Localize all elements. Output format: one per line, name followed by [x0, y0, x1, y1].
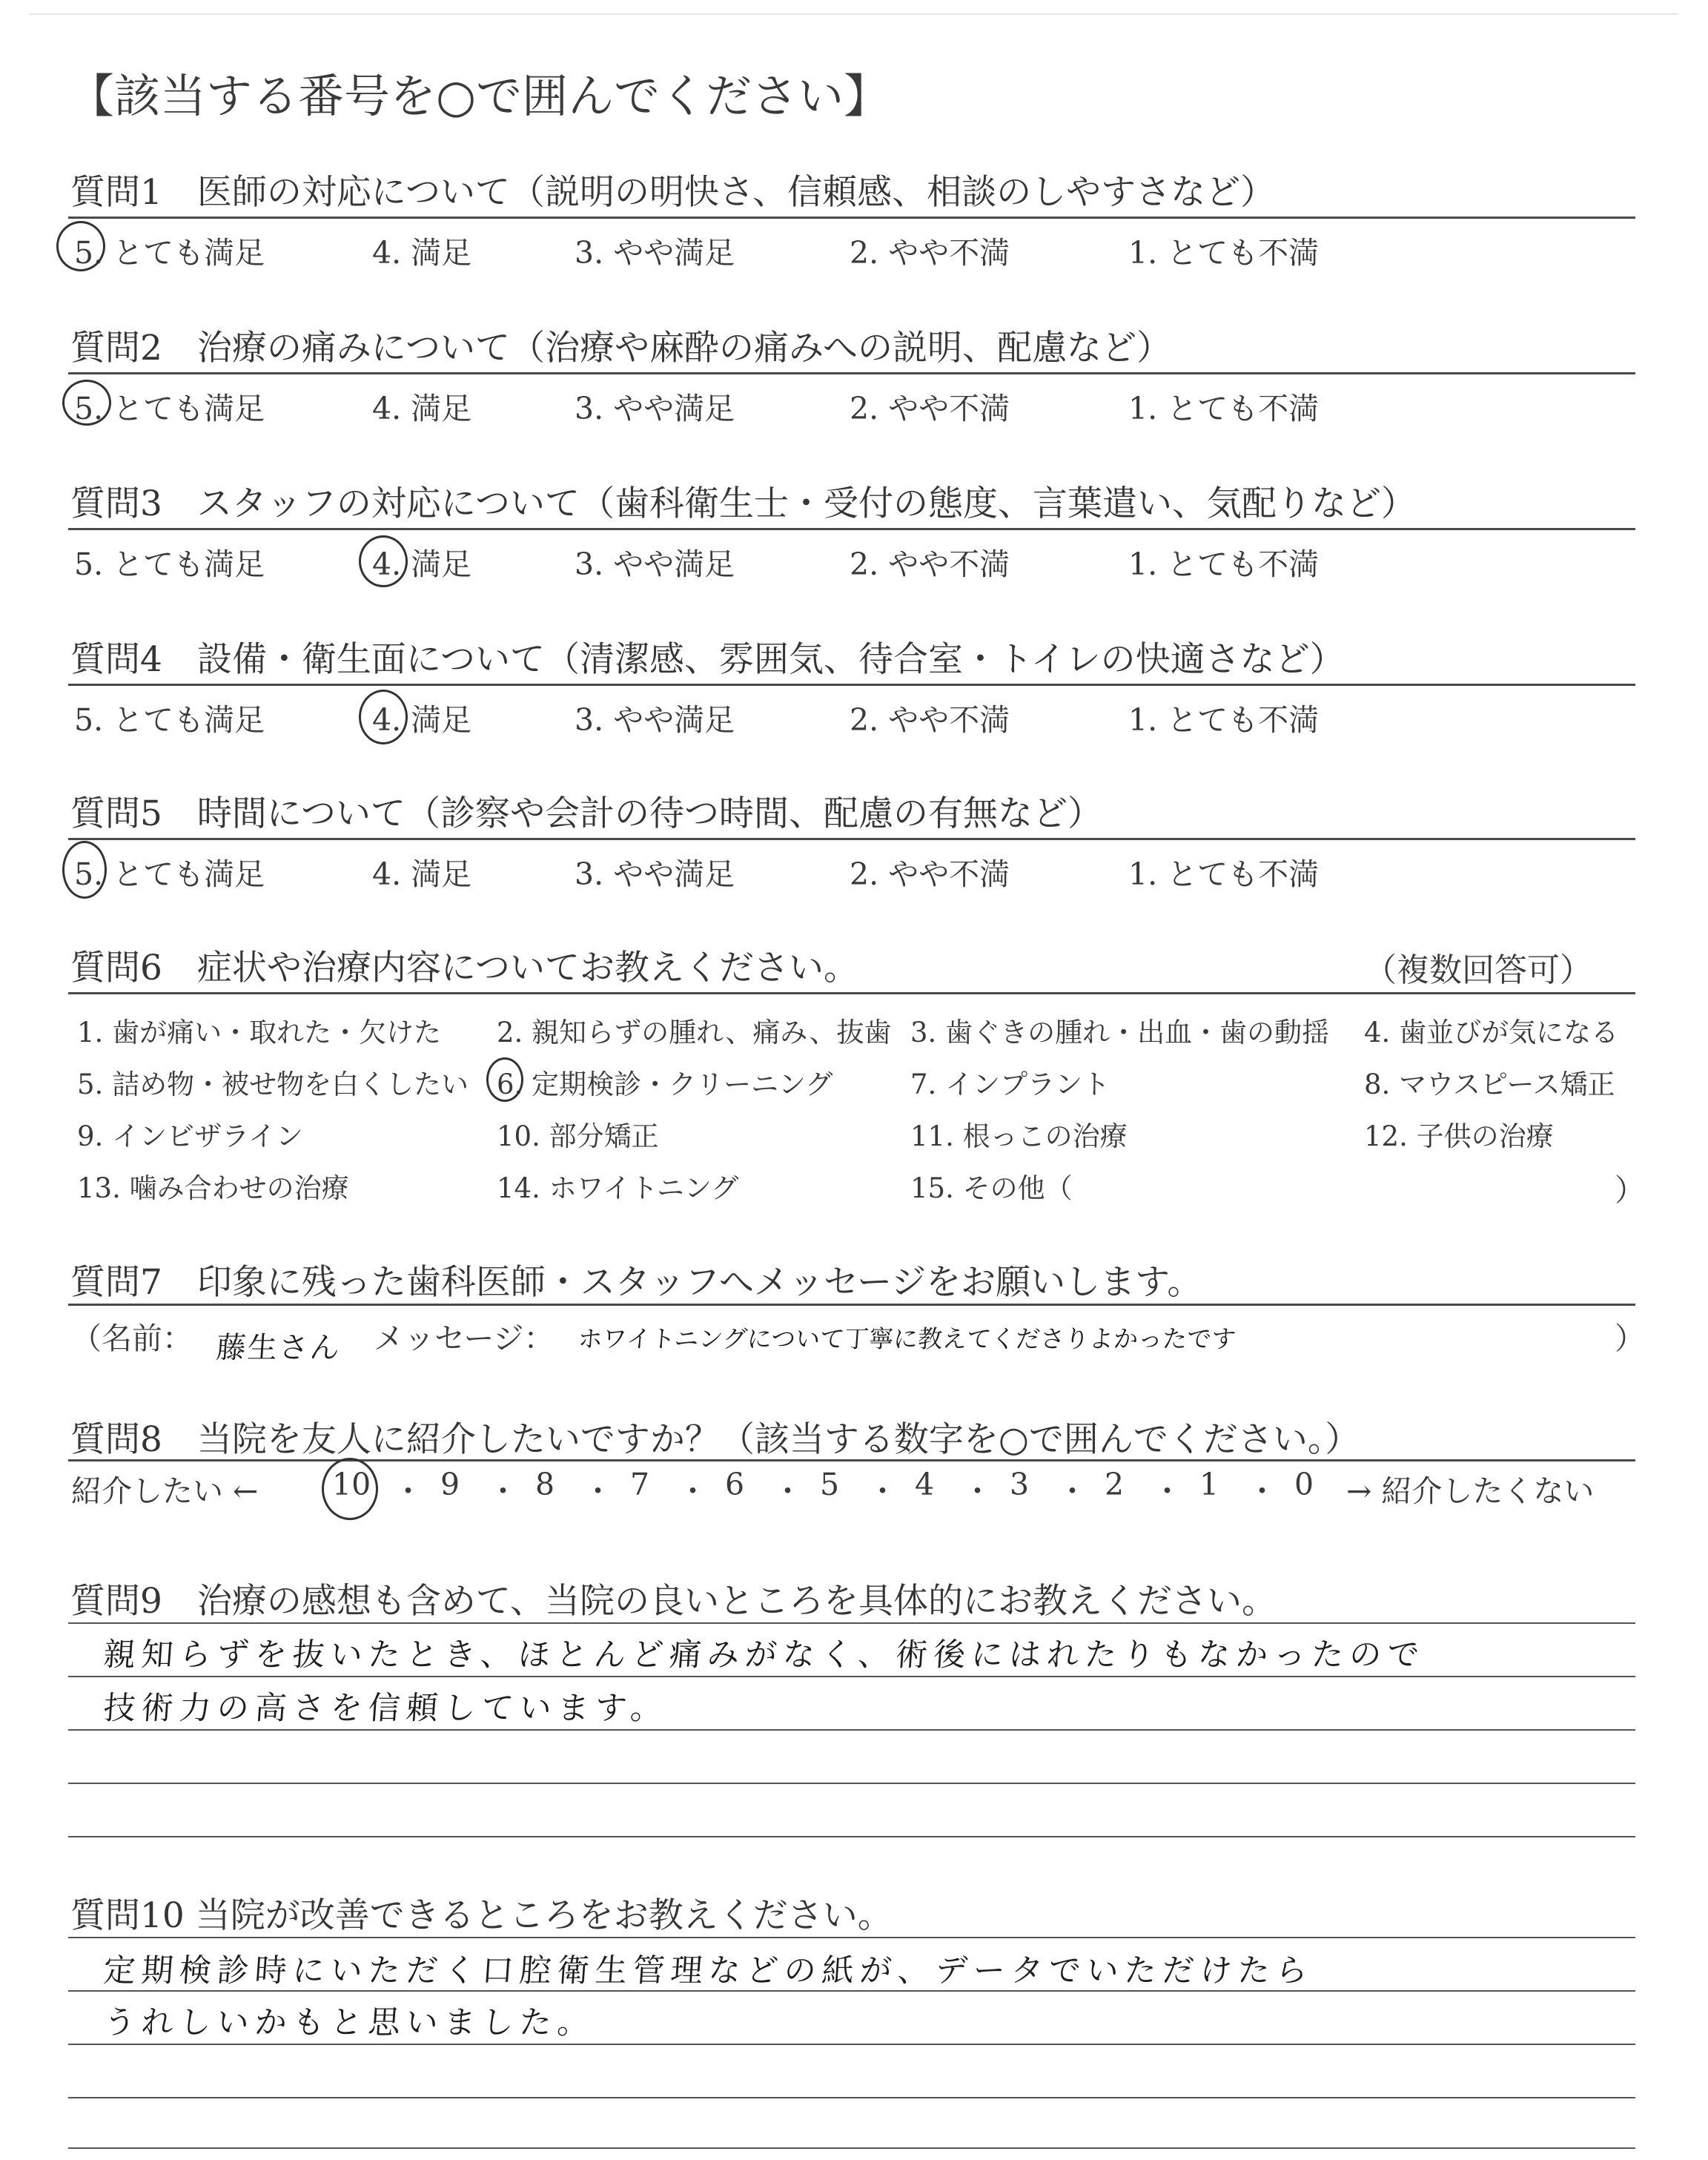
- q9-line-3: [68, 1729, 1635, 1731]
- q3-option-5[interactable]: 5. とても満足: [74, 546, 265, 582]
- top-border: [30, 13, 1678, 15]
- q5-option-2[interactable]: 2. やや不満: [850, 856, 1010, 892]
- q10-line-4: [68, 2097, 1635, 2098]
- question-2-rule: [68, 372, 1635, 374]
- scale-sep: ・: [583, 1473, 613, 1509]
- question-3-title: 質問3 スタッフの対応について（歯科衛生士・受付の態度、言葉遣い、気配りなど）: [70, 483, 1416, 524]
- q10-handwriting-line-2: うれしいかもと思いました。: [102, 2004, 597, 2041]
- question-8-rule: [68, 1459, 1635, 1462]
- q4-option-5[interactable]: 5. とても満足: [74, 702, 265, 738]
- q5-selection-circle: [62, 841, 107, 899]
- question-7-rule: [68, 1304, 1635, 1306]
- q5-option-5[interactable]: 5. とても満足: [74, 856, 265, 892]
- q6-other-close-paren: ）: [1615, 1172, 1645, 1208]
- q2-option-2[interactable]: 2. やや不満: [850, 391, 1010, 426]
- question-10-title: 質問10 当院が改善できるところをお教えください。: [70, 1895, 893, 1936]
- multiple-answer-note: （複数回答可）: [1364, 951, 1592, 989]
- q6-option-9[interactable]: 9. インビザライン: [77, 1120, 303, 1152]
- q6-option-4[interactable]: 4. 歯並びが気になる: [1364, 1017, 1619, 1048]
- question-6-title: 質問6 症状や治療内容についてお教えください。: [70, 948, 858, 988]
- scale-2[interactable]: 2: [1105, 1467, 1125, 1502]
- question-4-rule: [68, 684, 1635, 686]
- question-2-title: 質問2 治療の痛みについて（治療や麻酔の痛みへの説明、配慮など）: [70, 328, 1172, 369]
- scale-sep: ・: [772, 1473, 803, 1509]
- scale-3[interactable]: 3: [1010, 1467, 1030, 1502]
- scale-sep: ・: [678, 1473, 708, 1509]
- scale-10[interactable]: 10: [332, 1467, 371, 1502]
- page-heading: 【該当する番号を○で囲んでください】: [68, 69, 890, 123]
- q10-line-5: [68, 2147, 1635, 2149]
- q2-option-3[interactable]: 3. やや満足: [575, 391, 735, 426]
- q4-option-2[interactable]: 2. やや不満: [850, 702, 1010, 738]
- q2-option-4[interactable]: 4. 満足: [372, 391, 472, 426]
- scale-6[interactable]: 6: [725, 1467, 745, 1502]
- question-4-title: 質問4 設備・衛生面について（清潔感、雰囲気、待合室・トイレの快適さなど）: [70, 639, 1345, 680]
- q6-option-2[interactable]: 2. 親知らずの腫れ、痛み、抜歯: [497, 1017, 892, 1048]
- q2-option-5[interactable]: 5. とても満足: [74, 391, 265, 426]
- message-label: メッセージ：: [374, 1321, 555, 1356]
- q6-option-11[interactable]: 11. 根っこの治療: [910, 1120, 1128, 1152]
- q9-line-4: [68, 1783, 1635, 1784]
- q5-option-3[interactable]: 3. やや満足: [575, 856, 735, 892]
- q1-option-1[interactable]: 1. とても不満: [1128, 235, 1320, 271]
- q3-selection-circle: [359, 535, 408, 587]
- q3-option-1[interactable]: 1. とても不満: [1128, 546, 1320, 582]
- q6-option-5[interactable]: 5. 詰め物・被せ物を白くしたい: [77, 1069, 469, 1100]
- q3-option-3[interactable]: 3. やや満足: [575, 546, 735, 582]
- q10-line-1: [68, 1937, 1635, 1938]
- scale-sep: ・: [867, 1473, 898, 1509]
- q6-option-10[interactable]: 10. 部分矯正: [497, 1120, 659, 1152]
- scale-8[interactable]: 8: [535, 1467, 555, 1502]
- q8-selection-circle: [322, 1458, 378, 1520]
- name-label: （名前：: [71, 1321, 193, 1356]
- q10-handwriting-line-1: 定期検診時にいただく口腔衛生管理などの紙が、データでいただけたら: [102, 1952, 1315, 1989]
- scale-7[interactable]: 7: [630, 1467, 650, 1502]
- question-9-title: 質問9 治療の感想も含めて、当院の良いところを具体的にお教えください。: [70, 1581, 1277, 1622]
- question-7-title: 質問7 印象に残った歯科医師・スタッフへメッセージをお願いします。: [70, 1262, 1202, 1303]
- scale-sep: ・: [962, 1473, 993, 1509]
- name-handwriting: 藤生さん: [215, 1331, 342, 1365]
- scale-sep: ・: [1057, 1473, 1088, 1509]
- scale-sep: ・: [1152, 1473, 1182, 1509]
- question-5-title: 質問5 時間について（診察や会計の待つ時間、配慮の有無など）: [70, 793, 1102, 834]
- q6-option-1[interactable]: 1. 歯が痛い・取れた・欠けた: [77, 1017, 442, 1048]
- q10-line-3: [68, 2044, 1635, 2045]
- q2-selection-circle: [62, 380, 111, 426]
- q5-option-4[interactable]: 4. 満足: [372, 856, 472, 892]
- q6-option-15[interactable]: 15. その他（: [910, 1172, 1073, 1204]
- message-handwriting: ホワイトニングについて丁寧に教えてくださりよかったです: [577, 1324, 1237, 1353]
- q4-option-4[interactable]: 4. 満足: [372, 702, 472, 738]
- q1-option-4[interactable]: 4. 満足: [372, 235, 472, 271]
- q1-option-3[interactable]: 3. やや満足: [575, 235, 735, 271]
- q1-selection-circle: [56, 221, 105, 271]
- q3-option-4[interactable]: 4. 満足: [372, 546, 472, 582]
- q5-option-1[interactable]: 1. とても不満: [1128, 856, 1320, 892]
- scale-5[interactable]: 5: [820, 1467, 840, 1502]
- message-close-paren: ）: [1615, 1321, 1645, 1356]
- q3-option-2[interactable]: 2. やや不満: [850, 546, 1010, 582]
- question-6-rule: [68, 992, 1635, 994]
- question-1-rule: [68, 217, 1635, 219]
- question-8-title: 質問8 当院を友人に紹介したいですか？（該当する数字を○で囲んでください。）: [70, 1419, 1360, 1460]
- q10-line-2: [68, 1990, 1635, 1992]
- q9-handwriting-line-2: 技術力の高さを信頼しています。: [102, 1690, 670, 1727]
- q6-option-14[interactable]: 14. ホワイトニング: [497, 1172, 739, 1204]
- recommend-left-label: 紹介したい ←: [71, 1473, 259, 1509]
- question-3-rule: [68, 528, 1635, 530]
- q6-option-12[interactable]: 12. 子供の治療: [1364, 1120, 1554, 1152]
- q9-line-2: [68, 1676, 1635, 1677]
- q4-option-1[interactable]: 1. とても不満: [1128, 702, 1320, 738]
- q4-option-3[interactable]: 3. やや満足: [575, 702, 735, 738]
- q9-line-5: [68, 1836, 1635, 1837]
- q1-option-5[interactable]: 5. とても満足: [74, 235, 265, 271]
- q6-option-3[interactable]: 3. 歯ぐきの腫れ・出血・歯の動揺: [910, 1017, 1330, 1048]
- question-5-rule: [68, 838, 1635, 840]
- scale-1[interactable]: 1: [1199, 1467, 1219, 1502]
- recommend-right-label: → 紹介したくない: [1346, 1473, 1595, 1509]
- scale-0[interactable]: 0: [1294, 1467, 1314, 1502]
- q6-option-7[interactable]: 7. インプラント: [910, 1069, 1110, 1100]
- q1-option-2[interactable]: 2. やや不満: [850, 235, 1010, 271]
- scale-sep: ・: [1247, 1473, 1277, 1509]
- q4-selection-circle: [359, 690, 408, 744]
- q6-option-13[interactable]: 13. 噛み合わせの治療: [77, 1172, 349, 1204]
- question-1-title: 質問1 医師の対応について（説明の明快さ、信頼感、相談のしやすさなど）: [70, 172, 1276, 213]
- scale-sep: ・: [393, 1473, 423, 1509]
- q6-option-6[interactable]: 6. 定期検診・クリーニング: [497, 1069, 833, 1100]
- q9-line-1: [68, 1622, 1635, 1624]
- q2-option-1[interactable]: 1. とても不満: [1128, 391, 1320, 426]
- q6-option-8[interactable]: 8. マウスピース矯正: [1364, 1069, 1615, 1100]
- scale-9[interactable]: 9: [440, 1467, 460, 1502]
- scale-4[interactable]: 4: [915, 1467, 935, 1502]
- scale-sep: ・: [488, 1473, 518, 1509]
- q9-handwriting-line-1: 親知らずを抜いたとき、ほとんど痛みがなく、術後にはれたりもなかったので: [102, 1636, 1426, 1674]
- q6-selection-circle: [486, 1057, 523, 1102]
